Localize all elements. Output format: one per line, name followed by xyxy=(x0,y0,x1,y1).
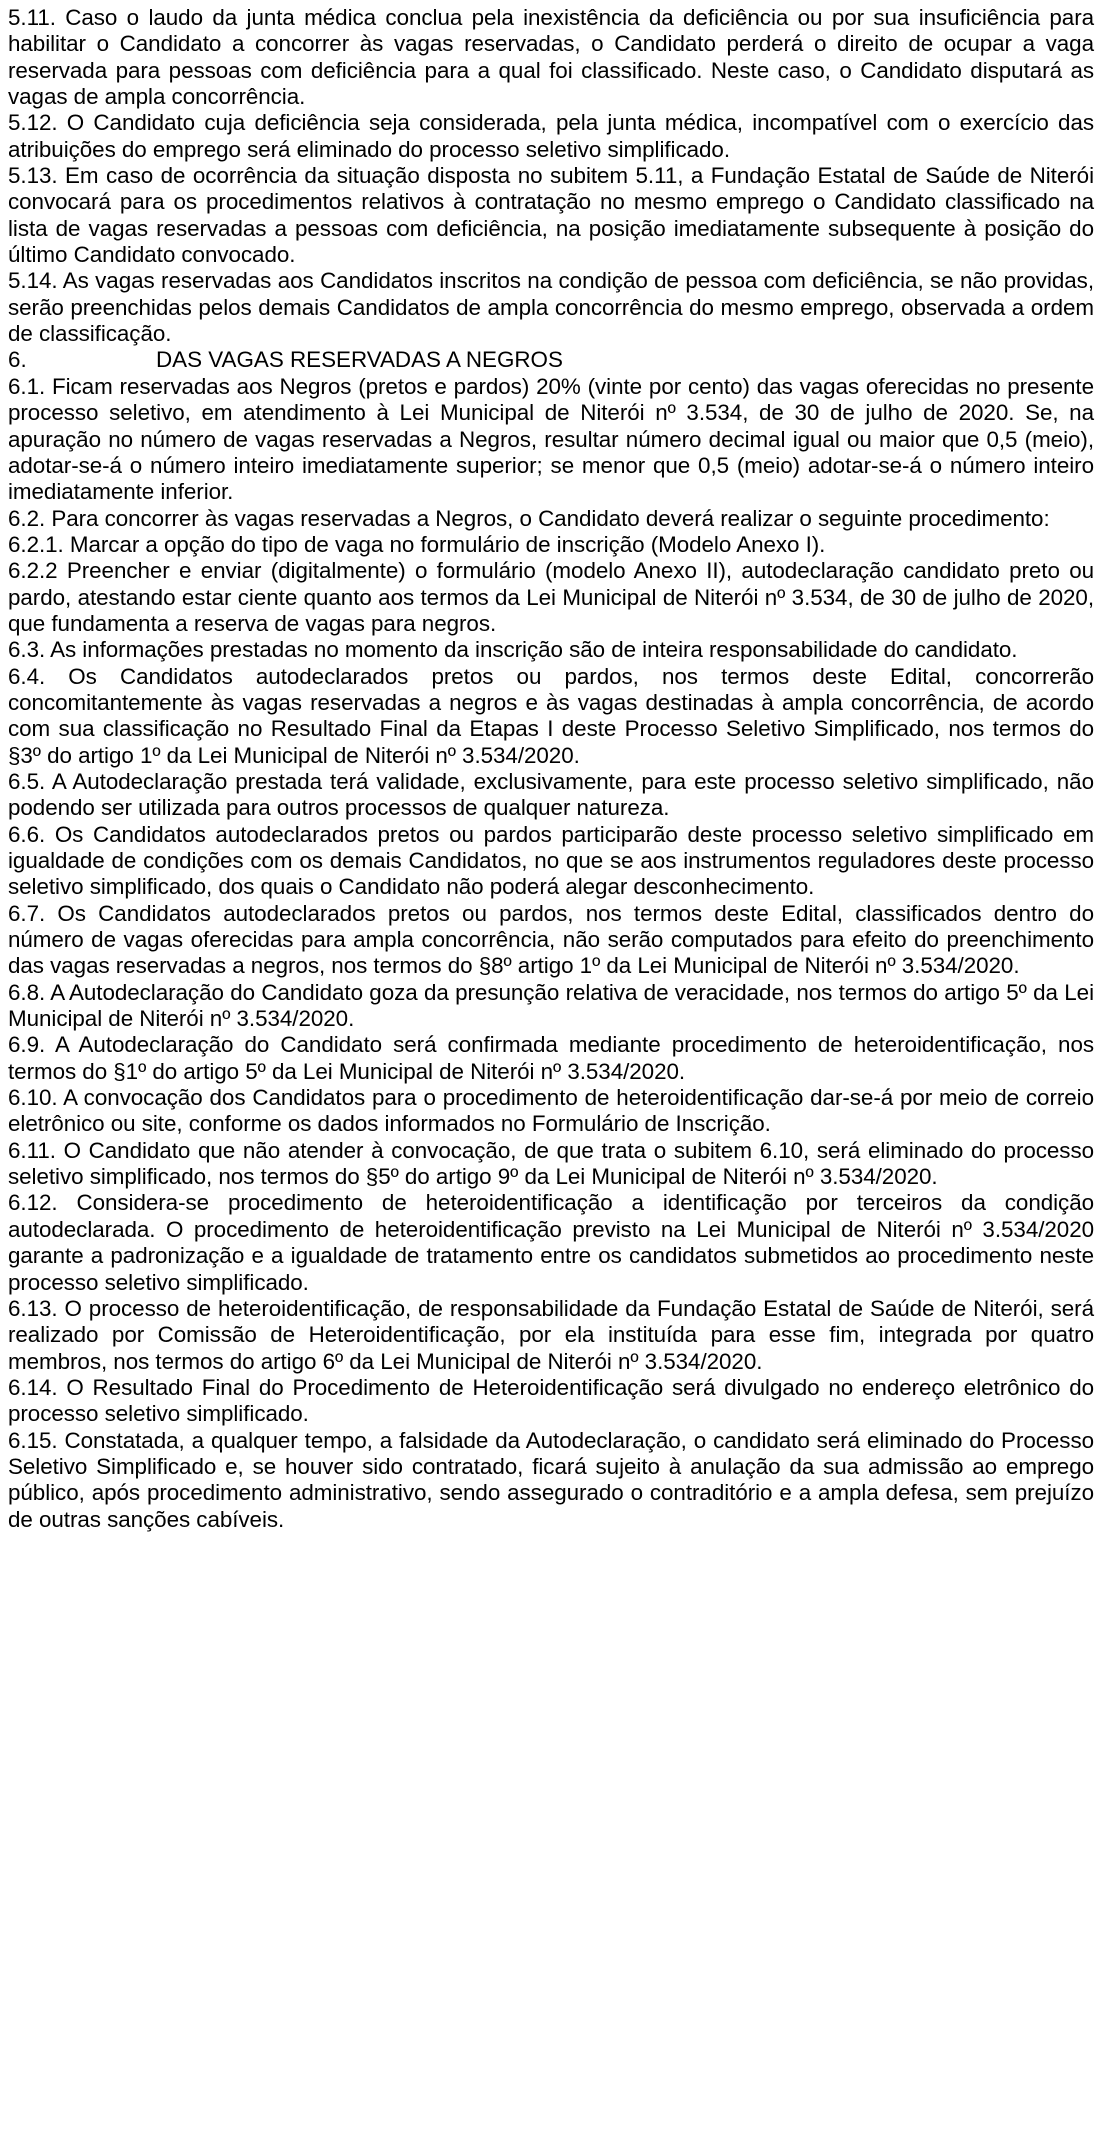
section-6-title: DAS VAGAS RESERVADAS A NEGROS xyxy=(156,347,563,373)
paragraph-6-9: 6.9. A Autodeclaração do Candidato será confirmada mediante procedimento de heteroidentificação, nos termos do §1º do artigo 5º da Lei Municipal de Niterói nº 3.534/2020. xyxy=(8,1032,1094,1084)
paragraph-6-10: 6.10. A convocação dos Candidatos para o procedimento de heteroidentificação dar-se-á por meio de correio eletrônico ou site, conforme os dados informados no Formulário de Inscrição. xyxy=(8,1085,1094,1137)
paragraph-5-14: 5.14. As vagas reservadas aos Candidatos inscritos na condição de pessoa com deficiência, se não providas, serão preenchidas pelos demais Candidatos de ampla concorrência do mesmo emprego, observada a ordem de classificação. xyxy=(8,268,1094,347)
paragraph-5-11: 5.11. Caso o laudo da junta médica conclua pela inexistência da deficiência ou por sua insuficiência para habilitar o Candidato a concorrer às vagas reservadas, o Candidato perderá o direito de ocupar a vaga reservada para pessoas com deficiência para a qual foi classificado. Neste caso, o Candidato disputará as vagas de ampla concorrência. xyxy=(8,5,1094,110)
paragraph-6-4: 6.4. Os Candidatos autodeclarados pretos ou pardos, nos termos deste Edital, concorrerão concomitantemente às vagas reservadas a negros e às vagas destinadas à ampla concorrência, de acordo com sua classificação no Resultado Final da Etapas I deste Processo Seletivo Simplificado, nos termos do §3º do artigo 1º da Lei Municipal de Niterói nº 3.534/2020. xyxy=(8,663,1094,768)
paragraph-6-5: 6.5. A Autodeclaração prestada terá validade, exclusivamente, para este processo seletivo simplificado, não podendo ser utilizada para outros processos de qualquer natureza. xyxy=(8,768,1094,821)
paragraph-5-12: 5.12. O Candidato cuja deficiência seja considerada, pela junta médica, incompatível com o exercício das atribuições do emprego será eliminado do processo seletivo simplificado. xyxy=(8,110,1094,162)
section-6-heading xyxy=(8,347,1094,373)
paragraph-6-13: 6.13. O processo de heteroidentificação, de responsabilidade da Fundação Estatal de Saúde de Niterói, será realizado por Comissão de Heteroidentificação, por ela instituída para esse fim, integrada por quatro membros, nos termos do artigo 6º da Lei Municipal de Niterói nº 3.534/2020. xyxy=(8,1295,1094,1374)
paragraph-6-8: 6.8. A Autodeclaração do Candidato goza da presunção relativa de veracidade, nos termos do artigo 5º da Lei Municipal de Niterói nº 3.534/2020. xyxy=(8,979,1094,1032)
paragraph-6-12: 6.12. Considera-se procedimento de heteroidentificação a identificação por terceiros da condição autodeclarada. O procedimento de heteroidentificação previsto na Lei Municipal de Niterói nº 3.534/2020 garante a padronização e a igualdade de tratamento entre os candidatos submetidos ao procedimento neste processo seletivo simplificado. xyxy=(8,1190,1094,1295)
paragraph-6-11: 6.11. O Candidato que não atender à convocação, de que trata o subitem 6.10, será eliminado do processo seletivo simplificado, nos termos do §5º do artigo 9º da Lei Municipal de Niterói nº 3.534/2020. xyxy=(8,1137,1094,1190)
paragraph-6-14: 6.14. O Resultado Final do Procedimento de Heteroidentificação será divulgado no endereço eletrônico do processo seletivo simplificado. xyxy=(8,1374,1094,1427)
paragraph-6-2: 6.2. Para concorrer às vagas reservadas a Negros, o Candidato deverá realizar o seguinte procedimento: xyxy=(8,505,1050,531)
paragraph-6-6: 6.6. Os Candidatos autodeclarados pretos ou pardos participarão deste processo seletivo simplificado em igualdade de condições com os demais Candidatos, no que se aos instrumentos reguladores deste processo seletivo simplificado, dos quais o Candidato não poderá alegar desconhecimento. xyxy=(8,821,1094,900)
paragraph-6-3: 6.3. As informações prestadas no momento da inscrição são de inteira responsabilidade do candidato. xyxy=(8,637,1018,663)
paragraph-6-2-2: 6.2.2 Preencher e enviar (digitalmente) o formulário (modelo Anexo II), autodeclaração candidato preto ou pardo, atestando estar ciente quanto aos termos da Lei Municipal de Niterói nº 3.534, de 30 de julho de 2020, que fundamenta a reserva de vagas para negros. xyxy=(8,558,1094,636)
paragraph-5-13: 5.13. Em caso de ocorrência da situação disposta no subitem 5.11, a Fundação Estatal de Saúde de Niterói convocará para os procedimentos relativos à contratação no mesmo emprego o Candidato classificado na lista de vagas reservadas a pessoas com deficiência, na posição imediatamente subsequente à posição do último Candidato convocado. xyxy=(8,163,1094,268)
paragraph-6-15: 6.15. Constatada, a qualquer tempo, a falsidade da Autodeclaração, o candidato será eliminado do Processo Seletivo Simplificado e, se houver sido contratado, ficará sujeito à anulação da sua admissão ao emprego público, após procedimento administrativo, sendo assegurado o contraditório e a ampla defesa, sem prejuízo de outras sanções cabíveis. xyxy=(8,1427,1094,1532)
paragraph-6-7: 6.7. Os Candidatos autodeclarados pretos ou pardos, nos termos deste Edital, classificados dentro do número de vagas oferecidas para ampla concorrência, não serão computados para efeito do preenchimento das vagas reservadas a negros, nos termos do §8º artigo 1º da Lei Municipal de Niterói nº 3.534/2020. xyxy=(8,900,1094,979)
paragraph-6-2-1: 6.2.1. Marcar a opção do tipo de vaga no formulário de inscrição (Modelo Anexo I). xyxy=(8,531,826,557)
section-6-number: 6. xyxy=(8,347,27,373)
paragraph-6-1: 6.1. Ficam reservadas aos Negros (pretos e pardos) 20% (vinte por cento) das vagas oferecidas no presente processo seletivo, em atendimento à Lei Municipal de Niterói nº 3.534, de 30 de julho de 2020. Se, na apuração no número de vagas reservadas a Negros, resultar número decimal igual ou maior que 0,5 (meio), adotar-se-á o número inteiro imediatamente superior; se menor que 0,5 (meio) adotar-se-á o número inteiro imediatamente inferior. xyxy=(8,373,1094,505)
